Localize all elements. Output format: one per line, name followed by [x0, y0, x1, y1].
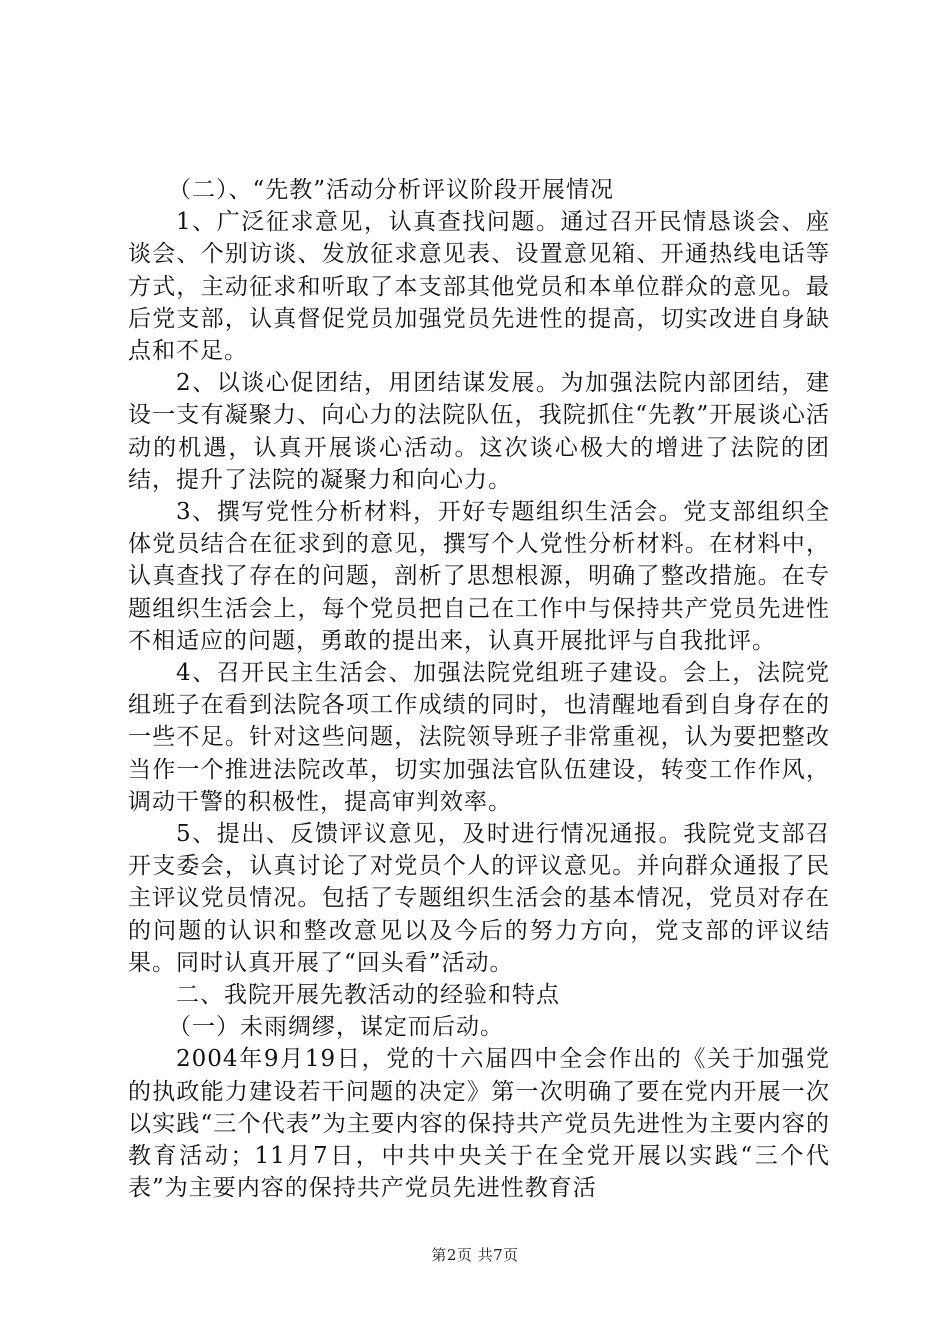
- section-heading-analysis-stage: （二）、“先教”活动分析评议阶段开展情况: [168, 177, 615, 203]
- paragraph-item-5: 5、提出、反馈评议意见，及时进行情况通报。我院党支部召开支委会，认真讨论了对党员个人的评议意见。并向群众通报了民主评议党员情况。包括了专题组织生活会的基本情况，党员对存在的问题的认识和整改意见以及今后的努力方向，党支部的评议结果。同时认真开展了“回头看”活动。: [128, 821, 830, 976]
- page-footer: 第2页 共7页: [431, 1246, 519, 1264]
- paragraph-item-1: 1、广泛征求意见，认真查找问题。通过召开民情恳谈会、座谈会、个别访谈、发放征求意见表、设置意见箱、开通热线电话等方式，主动征求和听取了本支部其他党员和本单位群众的意见。最后党支部，认真督促党员加强党员先进性的提高，切实改进自身缺点和不足。: [128, 209, 830, 365]
- paragraph-2004-decision: 2004年9月19日，党的十六届四中全会作出的《关于加强党的执政能力建设若干问题的决定》第一次明确了要在党内开展一次以实践“三个代表”为主要内容的保持共产党员先进性为主要内容的教育活动；11月7日，中共中央关于在全党开展以实践“三个代表”为主要内容的保持共产党员先进性教育活: [128, 1046, 830, 1202]
- document-body: [128, 174, 830, 1205]
- paragraph-item-2: 2、以谈心促团结，用团结谋发展。为加强法院内部团结，建设一支有凝聚力、向心力的法院队伍，我院抓住“先教”开展谈心活动的机遇，认真开展谈心活动。这次谈心极大的增进了法院的团结，提升了法院的凝聚力和向心力。: [128, 370, 830, 493]
- section-heading-experience: 二、我院开展先教活动的经验和特点: [176, 982, 560, 1009]
- paragraph-item-4: 4、召开民主生活会、加强法院党组班子建设。会上，法院党组班子在看到法院各项工作成绩的同时，也清醒地看到自身存在的一些不足。针对这些问题，法院领导班子非常重视，认为要把整改当作一个推进法院改革，切实加强法官队伍建设，转变工作作风，调动干警的积极性，提高审判效率。: [128, 660, 830, 815]
- paragraph-item-3: 3、撰写党性分析材料，开好专题组织生活会。党支部组织全体党员结合在征求到的意见，撰写个人党性分析材料。在材料中，认真查找了存在的问题，剖析了思想根源，明确了整改措施。在专题组织生活会上，每个党员把自己在工作中与保持共产党员先进性不相适应的问题，勇敢的提出来，认真开展批评与自我批评。: [128, 499, 830, 654]
- subsection-heading-planning: （一）未雨绸缪，谋定而后动。: [168, 1014, 504, 1041]
